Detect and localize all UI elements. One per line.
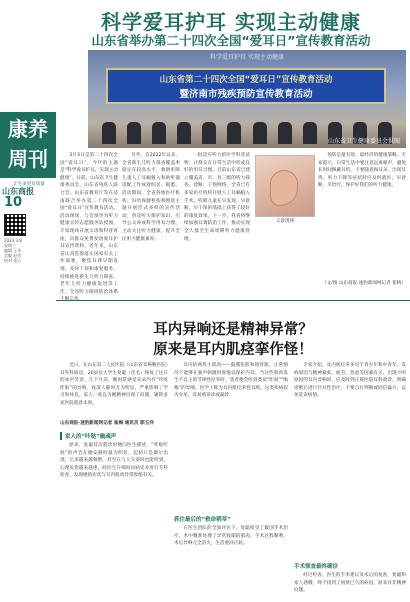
article1-col1: 3月3日是第二十四次全国“爱耳日”，今年的主题是“科学爱耳护耳，实现主动健康”。日前，山东省卫生健康委员会、山东省残疾人联合会、山东省教育厅等在济南联合举办第二十四次全国“爱耳日”宣传教育活动。活动现场，与会领导为听力健康宣传志愿服务队授旗，专家现场开展义诊和科普讲座，向群众免费发放爱耳护耳宣传资料。近年来，山东省认真贯彻落实国家有关工作部署，聚焦耳聋早期发现、及时干预和康复服务，持续推进新生儿听力筛查、老年人听力健康促进等工作，全省听力障碍防治体系: [60, 153, 118, 295]
figure-caption: 义诊现场: [275, 219, 295, 224]
article2-section1-heading: 家人的“咔哒”幽魂声: [60, 432, 168, 440]
article2-col1: 近日，在山东第二人民医院（山东省耳鼻喉医院）耳外科病房，20岁女大学生复聪（化名）恢复了往日的欢声笑语。几个月前，她时常感觉耳朵内有“咔哒咔哒”的异响，夜深人静时尤为明显，严重影响了学习和休息。家人一度以为她精神出现了问题，辗转多家医院就诊未果。: [60, 363, 168, 406]
photo-banner-line1: 山东省第二十四次全国“爱耳日”宣传教育活动: [159, 75, 333, 85]
article2-section3-text: 经过检查、医生的手术建议及术后的复查，复聪和家人感慨：终于找到了困扰已久的病因，原来并非精神问题。: [294, 573, 406, 594]
article2-headline-line2: 原来是耳内肌痉挛作怪！: [153, 342, 313, 358]
photo-credit: 山东省卫生健康委员会供图: [327, 138, 400, 145]
logo-line1: 康养: [8, 117, 48, 141]
section-logo: [0, 112, 56, 178]
headline-main: 科学爱耳护耳 实现主动健康: [101, 10, 361, 34]
article2-section3-heading: 手术探查最终确诊: [294, 564, 339, 570]
headline-sub: 山东省举办第二十四次全国“爱耳日”宣传教育活动: [91, 33, 371, 48]
article2-section2-heading: 抓住最后的“救命稻草”: [174, 517, 231, 523]
section-subtitle: 让生命更有质量: [13, 182, 45, 187]
issue-date: 2023.3.8: [4, 238, 22, 243]
qr-code-icon: [4, 214, 26, 236]
article1-col4: 预防是最有效、最经济的健康策略。专家提示，日常生活中要注意远离噪声，避免长时间佩戴耳机，不要随意掏耳朵，出现耳鸣、听力下降等症状时应及时就医，早诊断、早治疗，保护好我们的听力健康。: [318, 153, 406, 189]
issue-designer: 美编 赵雪: [4, 253, 22, 258]
issue-proofreader: 校对 金立: [4, 258, 22, 263]
article2-byline: 山东商报·速豹新闻网记者 崔梅 通讯员 郭玉洋: [60, 421, 154, 426]
article2-col2: 耳内的两块小肌肉——鼓膜张肌和镫骨肌，正常情况下能够在强声刺激时收缩以保护内耳。当这些肌肉发生不自主的节律性痉挛时，患者便会听到类似“咔哒”“嗡嗡”的异响，医学上称为耳内肌痉挛性耳鸣。这类疾病较为少见，容易被误诊或漏诊。: [174, 363, 288, 399]
logo-line2: 周刊: [8, 147, 48, 171]
page-number: 10: [4, 195, 23, 210]
article1-col2: 另外，自2022年以来，全省新生儿听力筛查覆盖率稳定在较高水平，救助听障儿童人工耳蜗植入和助听器适配工作成效明显。据悉，活动期间，全省各地医疗机构、妇幼保健机构将围绕主题开展形式多样的宣传活动，普及听力保护知识，引导公众养成科学用耳习惯，主动关注听力健康，提升全民听力健康素养。: [122, 153, 180, 242]
photo-banner-line2: 暨济南市残疾预防宣传教育活动: [179, 89, 313, 100]
article2-headline-line1: 耳内异响还是精神异常？: [153, 322, 313, 338]
article1-col3: 一批适应听力的医学科普读物，让群众在日常生活中形成良好的用耳习惯。目前山东省已建立覆盖省、市、县三级的听力筛查、诊断、干预网络，全省已有多家医疗机构开展人工耳蜗植入手术，听障儿童在早发现、早诊断、早干预的基础上获得了较好的康复效果。下一步，我省将继续加强耳聋防治工作，推动实现全人群全生命周期听力健康管理。: [184, 153, 250, 242]
event-photo: [88, 50, 406, 148]
ear-icon: [270, 170, 298, 206]
article2-col3: 专家介绍，耳内肌痉挛多见于青少年和中青年，发病原因与精神紧张、疲劳、焦虑等因素有关。出现不明原因的耳内异响时，应及时到正规医院耳科就诊，明确诊断后进行针对性治疗，不要自行判断或轻信偏方，以免延误病情。: [294, 363, 406, 399]
section-divider: [56, 300, 410, 301]
clinic-photo: [255, 155, 315, 217]
issue-weekday: 星期三: [4, 243, 16, 248]
issue-info: [4, 238, 52, 263]
issue-editor: 编辑 王冬: [4, 248, 22, 253]
article1-byline: （文/图 山东商报·速豹新闻网记者 崔梅）: [321, 281, 406, 286]
article2-section2-text: 在医生团队的全面评估下，复聪接受了微创手术治疗，术中精准处理了异常收缩的肌肉，手术过程顺利，术后异响完全消失，生活重回正轨。: [174, 526, 288, 547]
article2-section1-text: 原来，复聪首次就诊时便向医生描述，“咔哒咔哒”的声音在她安静时最为明显，起初只是偶尔出现，后来越来越频繁，甚至在与人交谈时也能听到，心理负担越来越重。经医生仔细询问病史并进行专科检查，发现她的症状与耳内肌肉异常收缩有关。: [60, 443, 168, 479]
photo-banner: [106, 68, 386, 104]
photo-masthead: 科学爱耳护耳 实现主动健康: [210, 54, 284, 61]
paper-name: 山东商报: [2, 187, 34, 196]
